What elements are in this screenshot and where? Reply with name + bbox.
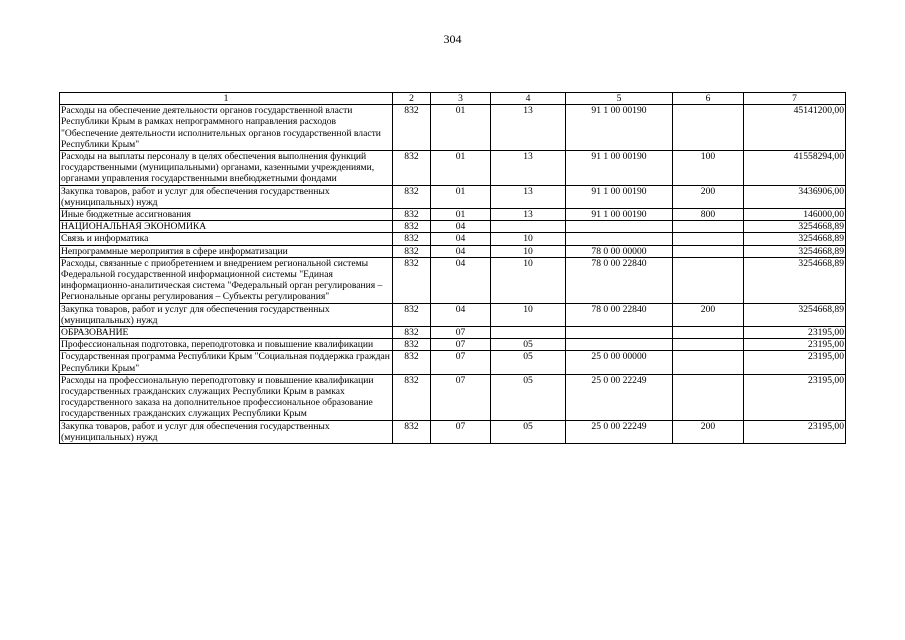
column-header: 1 [60, 93, 393, 105]
row-ministry-code: 832 [393, 221, 431, 233]
row-target-article: 78 0 00 22840 [566, 257, 673, 303]
row-subsection-code: 13 [491, 209, 566, 221]
row-subsection-code: 13 [491, 185, 566, 208]
row-section-code: 01 [431, 105, 491, 151]
table-row [60, 257, 846, 303]
column-header: 4 [491, 93, 566, 105]
table-row [60, 374, 846, 420]
row-section-code: 07 [431, 351, 491, 374]
row-name: Закупка товаров, работ и услуг для обеспечения государственных (муниципальных) нужд [60, 420, 393, 443]
row-section-code: 01 [431, 151, 491, 186]
row-ministry-code: 832 [393, 351, 431, 374]
row-section-code: 07 [431, 374, 491, 420]
row-name: Расходы на профессиональную переподготовку и повышение квалификации государственных гражданских служащих Республики Крым в рамках государственного заказа на дополнительное профессиональное образование государственных гражданских служащих Республики Крым [60, 374, 393, 420]
row-name: Профессиональная подготовка, переподготовка и повышение квалификации [60, 339, 393, 351]
row-ministry-code: 832 [393, 374, 431, 420]
row-target-article: 91 1 00 00190 [566, 185, 673, 208]
table-row [60, 221, 846, 233]
row-section-code: 04 [431, 221, 491, 233]
row-subsection-code: 10 [491, 257, 566, 303]
row-section-code: 04 [431, 245, 491, 257]
row-name: Закупка товаров, работ и услуг для обеспечения государственных (муниципальных) нужд [60, 303, 393, 326]
row-expense-type [673, 257, 744, 303]
row-target-article: 78 0 00 22840 [566, 303, 673, 326]
table-row [60, 209, 846, 221]
row-amount: 41558294,00 [744, 151, 846, 186]
row-expense-type [673, 245, 744, 257]
row-subsection-code: 10 [491, 233, 566, 245]
row-ministry-code: 832 [393, 327, 431, 339]
row-name: Расходы, связанные с приобретением и внедрением региональной системы Федеральной государственной информационной системы "Единая информационно-аналитическая система "Федеральный орган регулирования – Региональные органы регулирования – Субъекты регулирования" [60, 257, 393, 303]
table-row [60, 339, 846, 351]
row-ministry-code: 832 [393, 245, 431, 257]
row-expense-type: 200 [673, 303, 744, 326]
row-expense-type [673, 221, 744, 233]
row-ministry-code: 832 [393, 257, 431, 303]
column-header: 3 [431, 93, 491, 105]
row-expense-type [673, 351, 744, 374]
row-section-code: 04 [431, 233, 491, 245]
row-ministry-code: 832 [393, 151, 431, 186]
table-row [60, 105, 846, 151]
row-expense-type: 200 [673, 185, 744, 208]
row-name: Связь и информатика [60, 233, 393, 245]
row-amount: 23195,00 [744, 374, 846, 420]
row-target-article: 25 0 00 00000 [566, 351, 673, 374]
row-section-code: 07 [431, 339, 491, 351]
table-row [60, 351, 846, 374]
table-header-row [60, 93, 846, 105]
row-amount: 45141200,00 [744, 105, 846, 151]
row-section-code: 07 [431, 420, 491, 443]
table-row [60, 233, 846, 245]
row-subsection-code: 13 [491, 105, 566, 151]
row-expense-type: 200 [673, 420, 744, 443]
row-subsection-code: 05 [491, 339, 566, 351]
row-amount: 3436906,00 [744, 185, 846, 208]
row-name: НАЦИОНАЛЬНАЯ ЭКОНОМИКА [60, 221, 393, 233]
row-amount: 23195,00 [744, 327, 846, 339]
row-target-article [566, 339, 673, 351]
row-target-article [566, 233, 673, 245]
row-target-article: 91 1 00 00190 [566, 209, 673, 221]
row-expense-type [673, 233, 744, 245]
row-subsection-code: 10 [491, 303, 566, 326]
column-header: 5 [566, 93, 673, 105]
row-target-article: 78 0 00 00000 [566, 245, 673, 257]
page-number: 304 [443, 32, 462, 46]
row-expense-type [673, 105, 744, 151]
row-target-article: 25 0 00 22249 [566, 420, 673, 443]
row-amount: 3254668,89 [744, 303, 846, 326]
row-target-article: 91 1 00 00190 [566, 151, 673, 186]
row-subsection-code: 05 [491, 351, 566, 374]
row-name: Расходы на обеспечение деятельности органов государственной власти Республики Крым в рамках непрограммного направления расходов "Обеспечение деятельности исполнительных органов государственной власти Республики Крым" [60, 105, 393, 151]
row-section-code: 01 [431, 185, 491, 208]
budget-table [59, 92, 846, 444]
row-amount: 23195,00 [744, 339, 846, 351]
row-subsection-code: 05 [491, 374, 566, 420]
row-name: ОБРАЗОВАНИЕ [60, 327, 393, 339]
row-target-article: 91 1 00 00190 [566, 105, 673, 151]
row-ministry-code: 832 [393, 105, 431, 151]
row-subsection-code: 13 [491, 151, 566, 186]
row-section-code: 04 [431, 303, 491, 326]
row-section-code: 01 [431, 209, 491, 221]
row-name: Непрограммные мероприятия в сфере информатизации [60, 245, 393, 257]
row-target-article [566, 221, 673, 233]
row-amount: 23195,00 [744, 420, 846, 443]
row-name: Закупка товаров, работ и услуг для обеспечения государственных (муниципальных) нужд [60, 185, 393, 208]
row-expense-type: 100 [673, 151, 744, 186]
column-header: 7 [744, 93, 846, 105]
column-header: 6 [673, 93, 744, 105]
row-ministry-code: 832 [393, 233, 431, 245]
row-expense-type [673, 374, 744, 420]
row-name: Государственная программа Республики Крым "Социальная поддержка граждан Республики Крым" [60, 351, 393, 374]
row-expense-type [673, 327, 744, 339]
row-ministry-code: 832 [393, 209, 431, 221]
row-section-code: 07 [431, 327, 491, 339]
row-ministry-code: 832 [393, 303, 431, 326]
row-amount: 3254668,89 [744, 257, 846, 303]
row-expense-type [673, 339, 744, 351]
row-subsection-code [491, 221, 566, 233]
table-row [60, 303, 846, 326]
row-amount: 3254668,89 [744, 221, 846, 233]
row-name: Расходы на выплаты персоналу в целях обеспечения выполнения функций государственными (муниципальными) органами, казенными учреждениями, органами управления государственными внебюджетными фондами [60, 151, 393, 186]
row-subsection-code [491, 327, 566, 339]
row-ministry-code: 832 [393, 420, 431, 443]
row-target-article [566, 327, 673, 339]
row-ministry-code: 832 [393, 185, 431, 208]
row-subsection-code: 05 [491, 420, 566, 443]
row-subsection-code: 10 [491, 245, 566, 257]
row-section-code: 04 [431, 257, 491, 303]
column-header: 2 [393, 93, 431, 105]
table-row [60, 185, 846, 208]
row-target-article: 25 0 00 22249 [566, 374, 673, 420]
row-ministry-code: 832 [393, 339, 431, 351]
table-row [60, 420, 846, 443]
row-name: Иные бюджетные ассигнования [60, 209, 393, 221]
row-amount: 3254668,89 [744, 245, 846, 257]
table-row [60, 151, 846, 186]
row-expense-type: 800 [673, 209, 744, 221]
row-amount: 146000,00 [744, 209, 846, 221]
row-amount: 3254668,89 [744, 233, 846, 245]
table-row [60, 245, 846, 257]
table-row [60, 327, 846, 339]
row-amount: 23195,00 [744, 351, 846, 374]
